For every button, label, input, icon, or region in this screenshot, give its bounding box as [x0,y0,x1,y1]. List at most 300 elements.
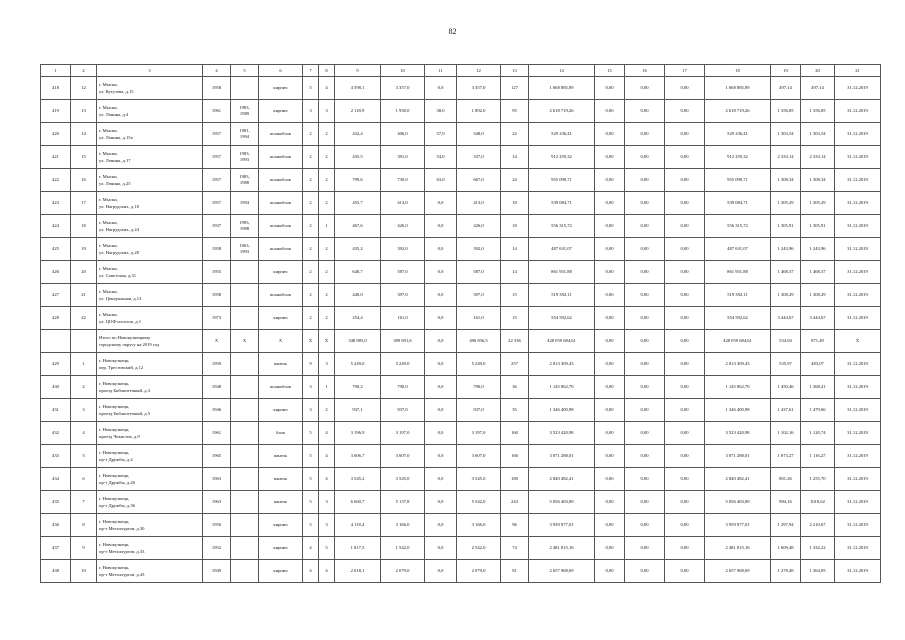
cell-line: ул. Ленина, д.25 [99,181,131,186]
cell-c16: 0,00 [625,284,665,307]
cell-c2: 1 [71,353,97,376]
cell-c19: 1 073,27 [771,445,801,468]
table-row [41,284,881,307]
cell-c14: 3 939 977,01 [529,514,595,537]
cell-c7: X [303,330,319,353]
column-number-19: 19 [771,65,801,77]
table-row [41,77,881,100]
cell-line: г. Новокузнецк, [99,496,130,501]
cell-c1: 432 [41,422,71,445]
cell-line: г. Новокузнецк, [99,381,130,386]
cell-c14: 3 523 420,98 [529,422,595,445]
cell-c2: 16 [71,169,97,192]
column-number-3: 3 [97,65,203,77]
cell-c10: 3 607,0 [381,445,425,468]
cell-c11: 0,0 [425,376,457,399]
address-cell [97,537,203,560]
column-number-9: 9 [335,65,381,77]
reconstruction-years-cell [231,537,259,560]
cell-line: г. Мыски, [99,312,118,317]
reconstruction-years-cell [231,215,259,238]
reconstruction-years-cell [231,123,259,146]
cell-line: проезд Библиотечный, д.3 [99,388,151,393]
column-number-8: 8 [319,65,335,77]
cell-c15: 0,00 [595,353,625,376]
cell-c10: 1 930,0 [381,100,425,123]
table-row [41,261,881,284]
column-number-13: 13 [501,65,529,77]
cell-c4: 1957 [203,146,231,169]
address-cell [97,77,203,100]
cell-c10: 2 079,0 [381,560,425,583]
cell-c16: 0,00 [625,537,665,560]
column-number-2: 2 [71,65,97,77]
reconstruction-years-cell [231,261,259,284]
cell-c15: 0,00 [595,100,625,123]
cell-c17: 0,00 [665,146,705,169]
cell-c18: 1 668 885,89 [705,77,771,100]
column-number-10: 10 [381,65,425,77]
cell-c11: 0,0 [425,445,457,468]
cell-c2: 3 [71,399,97,422]
cell-c13: 81 [501,560,529,583]
cell-c8: 1 [319,215,335,238]
cell-c17: 0,00 [665,560,705,583]
cell-c20: 1 468,37 [801,261,835,284]
cell-c10: 397,0 [381,284,425,307]
cell-c13: 257 [501,353,529,376]
address-cell [97,215,203,238]
cell-c19: 3 444,67 [771,307,801,330]
cell-c1: 425 [41,238,71,261]
table-row [41,192,881,215]
cell-line: 1988 [239,226,250,231]
cell-line: 1993, [239,220,250,225]
cell-c21: 31.12.2019 [835,284,881,307]
cell-c21: 31.12.2019 [835,353,881,376]
cell-c7: 2 [303,307,319,330]
cell-c16: 0,00 [625,514,665,537]
cell-c7: 2 [303,284,319,307]
cell-c13: 15 [501,284,529,307]
address-cell [97,376,203,399]
cell-c6: кирпич [259,514,303,537]
cell-c1: 438 [41,560,71,583]
cell-c10: 5 249,0 [381,353,425,376]
cell-c19: 1 305,91 [771,215,801,238]
cell-c4: 1963 [203,491,231,514]
cell-c1: 437 [41,537,71,560]
cell-c18: 2 657 968,69 [705,560,771,583]
cell-line: 1983, [239,105,250,110]
column-number-12: 12 [457,65,501,77]
cell-c7: 2 [303,169,319,192]
cell-c20: 1 305,29 [801,192,835,215]
cell-c15: 0,00 [595,284,625,307]
cell-c13: 24 [501,169,529,192]
cell-c21: 31.12.2019 [835,422,881,445]
cell-c2: 5 [71,445,97,468]
cell-c20: 1 243,96 [801,238,835,261]
cell-c17: 0,00 [665,77,705,100]
cell-c10: 937,0 [381,399,425,422]
cell-c11: 0,0 [425,353,457,376]
column-number-16: 16 [625,65,665,77]
cell-c2: 22 [71,307,97,330]
cell-c8: 2 [319,192,335,215]
cell-c6: панель [259,491,303,514]
cell-c12: 3 197,0 [457,422,501,445]
cell-c21: 31.12.2019 [835,537,881,560]
cell-line: г. Мыски, [99,197,118,202]
cell-c20: 1 332,22 [801,537,835,560]
cell-c6: панель [259,468,303,491]
cell-line: г. Мыски, [99,151,118,156]
cell-c14: 2 840 482,41 [529,468,595,491]
cell-c12: 392,0 [457,238,501,261]
cell-line: ул. Нагрудских, д.28 [99,250,139,255]
cell-c7: 5 [303,468,319,491]
cell-c2: 6 [71,468,97,491]
table-row [41,215,881,238]
cell-c9: 799,6 [335,169,381,192]
cell-c1: 433 [41,445,71,468]
address-cell [97,192,203,215]
cell-c10: 392,0 [381,238,425,261]
cell-c21: 31.12.2019 [835,100,881,123]
cell-c16: 0,00 [625,468,665,491]
cell-c4: 1961 [203,422,231,445]
cell-c7: 5 [303,77,319,100]
cell-c12: 587,0 [457,261,501,284]
cell-c8: X [319,330,335,353]
cell-c7: 2 [303,146,319,169]
cell-c1: 420 [41,123,71,146]
cell-c6: шлакоблок [259,123,303,146]
cell-c17: 0,00 [665,445,705,468]
reconstruction-years-cell [231,307,259,330]
address-cell [97,422,203,445]
cell-c10: 587,0 [381,261,425,284]
cell-c14: 955 090,71 [529,169,595,192]
cell-line: 1983, [239,151,250,156]
cell-c4: 1973 [203,307,231,330]
cell-c13: 127 [501,77,529,100]
cell-c7: 2 [303,238,319,261]
cell-c4: X [203,330,231,353]
cell-c21: 31.12.2019 [835,192,881,215]
cell-c15: 0,00 [595,514,625,537]
cell-c15: 0,00 [595,330,625,353]
cell-c21: 31.12.2019 [835,468,881,491]
cell-c19: 984,16 [771,491,801,514]
cell-c11: 54,0 [425,146,457,169]
cell-c18: 1 145 862,70 [705,376,771,399]
cell-line: 1993 [239,249,250,254]
cell-c12: 3 357,0 [457,77,501,100]
cell-c17: 0,00 [665,192,705,215]
cell-c14: 2 481 815,16 [529,537,595,560]
column-number-4: 4 [203,65,231,77]
cell-c12: 1 892,0 [457,100,501,123]
cell-c18: 2 481 815,16 [705,537,771,560]
cell-c12: 337,0 [457,146,501,169]
address-cell [97,100,203,123]
cell-c17: 0,00 [665,100,705,123]
cell-c4: 1957 [203,123,231,146]
cell-line: пр-т Металлургов, д.30 [99,526,145,531]
cell-c16: 0,00 [625,422,665,445]
reconstruction-years-cell [231,468,259,491]
cell-c14: 554 592,62 [529,307,595,330]
reconstruction-years-cell [231,77,259,100]
cell-c2: 12 [71,77,97,100]
cell-c19: 1 297,94 [771,514,801,537]
cell-line: ул. Нагрудских, д.24 [99,227,139,232]
cell-c18: 519 392,11 [705,284,771,307]
cell-c9: 2 118,9 [335,100,381,123]
cell-c17: 0,00 [665,307,705,330]
cell-c4: 1946 [203,399,231,422]
cell-c8: 2 [319,238,335,261]
cell-c18: 861 931,88 [705,261,771,284]
cell-c7: 3 [303,399,319,422]
reconstruction-years-cell [231,100,259,123]
cell-c2: 14 [71,123,97,146]
cell-c20: 1 368,41 [801,376,835,399]
cell-c19: 1 303,54 [771,123,801,146]
cell-c14: 912 259,32 [529,146,595,169]
address-cell [97,399,203,422]
cell-c10: 309 691,6 [381,330,425,353]
cell-c19: 1 278,48 [771,560,801,583]
cell-c19: 1 102,16 [771,422,801,445]
cell-c21: 31.12.2019 [835,77,881,100]
cell-c9: 3 196,9 [335,422,381,445]
cell-c2: 13 [71,100,97,123]
reconstruction-years-cell [231,445,259,468]
cell-c6: шлакоблок [259,376,303,399]
cell-c20: 871,49 [801,330,835,353]
cell-c11: 0,0 [425,192,457,215]
cell-c9: 432,4 [335,123,381,146]
cell-c16: 0,00 [625,123,665,146]
cell-c13: 180 [501,468,529,491]
table-row [41,123,881,146]
cell-c20: 1 479,66 [801,399,835,422]
cell-line: г. Новокузнецк, [99,404,130,409]
cell-c4: 1963 [203,468,231,491]
table-row [41,100,881,123]
cell-c1: 427 [41,284,71,307]
column-number-11: 11 [425,65,457,77]
cell-c21: 31.12.2019 [835,514,881,537]
column-number-18: 18 [705,65,771,77]
cell-c7: 5 [303,491,319,514]
table-row [41,537,881,560]
cell-c19: 1 308,34 [771,169,801,192]
cell-c9: 3 545,2 [335,468,381,491]
cell-c1: 428 [41,307,71,330]
cell-line: проезд Библиотечный, д.5 [99,411,151,416]
cell-c19: 2 333,14 [771,146,801,169]
cell-c1: 424 [41,215,71,238]
cell-c2: 8 [71,514,97,537]
cell-c15: 0,00 [595,238,625,261]
cell-c14: 556 315,72 [529,215,595,238]
cell-c19: 1 468,37 [771,261,801,284]
cell-c1: 423 [41,192,71,215]
cell-line: 1993 [239,157,250,162]
cell-c9: 467,6 [335,215,381,238]
cell-c4: 1957 [203,192,231,215]
cell-line: пр-т Дружбы, д.26 [99,480,135,485]
cell-line: 1994 [239,134,250,139]
cell-c12: 3 607,0 [457,445,501,468]
cell-line: Итого по Новокузнецкому [99,335,151,340]
cell-c13: 243 [501,491,529,514]
cell-c6: кирпич [259,261,303,284]
cell-c9: 6 660,7 [335,491,381,514]
cell-c17: 0,00 [665,491,705,514]
cell-c10: 3 197,0 [381,422,425,445]
cell-c12: 3 166,0 [457,514,501,537]
cell-c18: 3 523 420,98 [705,422,771,445]
cell-c17: 0,00 [665,261,705,284]
cell-c18: 428 059 684,61 [705,330,771,353]
cell-c14: 1 145 862,70 [529,376,595,399]
cell-c8: 2 [319,146,335,169]
cell-line: проезд Чекистов, д.9 [99,434,140,439]
cell-c11: 0,0 [425,215,457,238]
cell-line: ул. Центральная, д.13 [99,296,142,301]
cell-c18: 955 090,71 [705,169,771,192]
address-cell [97,330,203,353]
cell-c13: 14 [501,238,529,261]
cell-c10: 426,0 [381,215,425,238]
cell-c6: кирпич [259,100,303,123]
cell-c19: 801,26 [771,468,801,491]
cell-c13: 18 [501,192,529,215]
cell-c11: 0,0 [425,468,457,491]
cell-c1: 419 [41,100,71,123]
cell-c8: 2 [319,307,335,330]
column-number-17: 17 [665,65,705,77]
cell-line: 1994 [239,200,250,205]
cell-c11: 63,0 [425,169,457,192]
cell-c2: 15 [71,146,97,169]
cell-c16: 0,00 [625,77,665,100]
cell-c2: 17 [71,192,97,215]
cell-c8: 3 [319,100,335,123]
cell-c20: 1 305,91 [801,215,835,238]
address-cell [97,169,203,192]
cell-line: 1989 [239,111,250,116]
cell-c9: 254,4 [335,307,381,330]
column-number-6: 6 [259,65,303,77]
cell-c10: 1 542,0 [381,537,425,560]
cell-c2: 21 [71,284,97,307]
cell-c8: 2 [319,261,335,284]
cell-line: X [242,338,247,343]
cell-c21: 31.12.2019 [835,376,881,399]
cell-c10: 790,0 [381,376,425,399]
cell-c15: 0,00 [595,491,625,514]
cell-line: ул. ЦОФ поселок, д.1 [99,319,141,324]
cell-c18: 1 346 400,98 [705,399,771,422]
reconstruction-years-cell [231,284,259,307]
cell-c9: 4 118,4 [335,514,381,537]
address-cell [97,468,203,491]
cell-c13: 14 [501,146,529,169]
cell-c17: 0,00 [665,399,705,422]
reconstruction-years-cell [231,238,259,261]
cell-c20: 2 333,14 [801,146,835,169]
cell-c17: 0,00 [665,330,705,353]
cell-line: г. Новокузнецк, [99,519,130,524]
reconstruction-years-cell [231,491,259,514]
cell-c12: 790,0 [457,376,501,399]
cell-c2 [71,330,97,353]
cell-c6: кирпич [259,399,303,422]
cell-c4: 1937 [203,215,231,238]
cell-c13: 36 [501,376,529,399]
cell-c12: 5 542,0 [457,491,501,514]
cell-c20: 483,07 [801,353,835,376]
cell-c15: 0,00 [595,192,625,215]
cell-c12: 2 542,0 [457,537,501,560]
cell-c21: 31.12.2019 [835,146,881,169]
cell-c20: 497,14 [801,77,835,100]
cell-c9: 4 598,1 [335,77,381,100]
cell-c9: 5 249,0 [335,353,381,376]
cell-line: г. Мыски, [99,174,118,179]
cell-c18: 554 592,62 [705,307,771,330]
address-cell [97,307,203,330]
cell-c17: 0,00 [665,353,705,376]
cell-c17: 0,00 [665,238,705,261]
cell-line: пр-т Дружбы, д.4 [99,457,133,462]
cell-c18: 529 236,41 [705,123,771,146]
cell-c2: 4 [71,422,97,445]
cell-c19: 1 609,48 [771,537,801,560]
cell-c10: 730,0 [381,169,425,192]
cell-c6: шлакоблок [259,284,303,307]
cell-c21: 31.12.2019 [835,261,881,284]
cell-c20: 1 308,34 [801,169,835,192]
cell-c12: 413,0 [457,192,501,215]
reconstruction-years-cell [231,169,259,192]
cell-c16: 0,00 [625,192,665,215]
cell-line: 1981, [239,128,250,133]
cell-c15: 0,00 [595,215,625,238]
table-row [41,238,881,261]
cell-c6: кирпич [259,77,303,100]
cell-c8: 3 [319,491,335,514]
cell-c12: 937,0 [457,399,501,422]
cell-c13: 18 [501,215,529,238]
address-cell [97,123,203,146]
cell-c12: 426,0 [457,215,501,238]
cell-line: ул. Ленина, д.4 [99,112,129,117]
reconstruction-years-cell [231,514,259,537]
cell-c20: 1 308,29 [801,284,835,307]
cell-c11: 0,0 [425,514,457,537]
table-row [41,307,881,330]
cell-c20: 1018,62 [801,491,835,514]
cell-c19: 1 450,46 [771,376,801,399]
cell-c21: 31.12.2019 [835,123,881,146]
